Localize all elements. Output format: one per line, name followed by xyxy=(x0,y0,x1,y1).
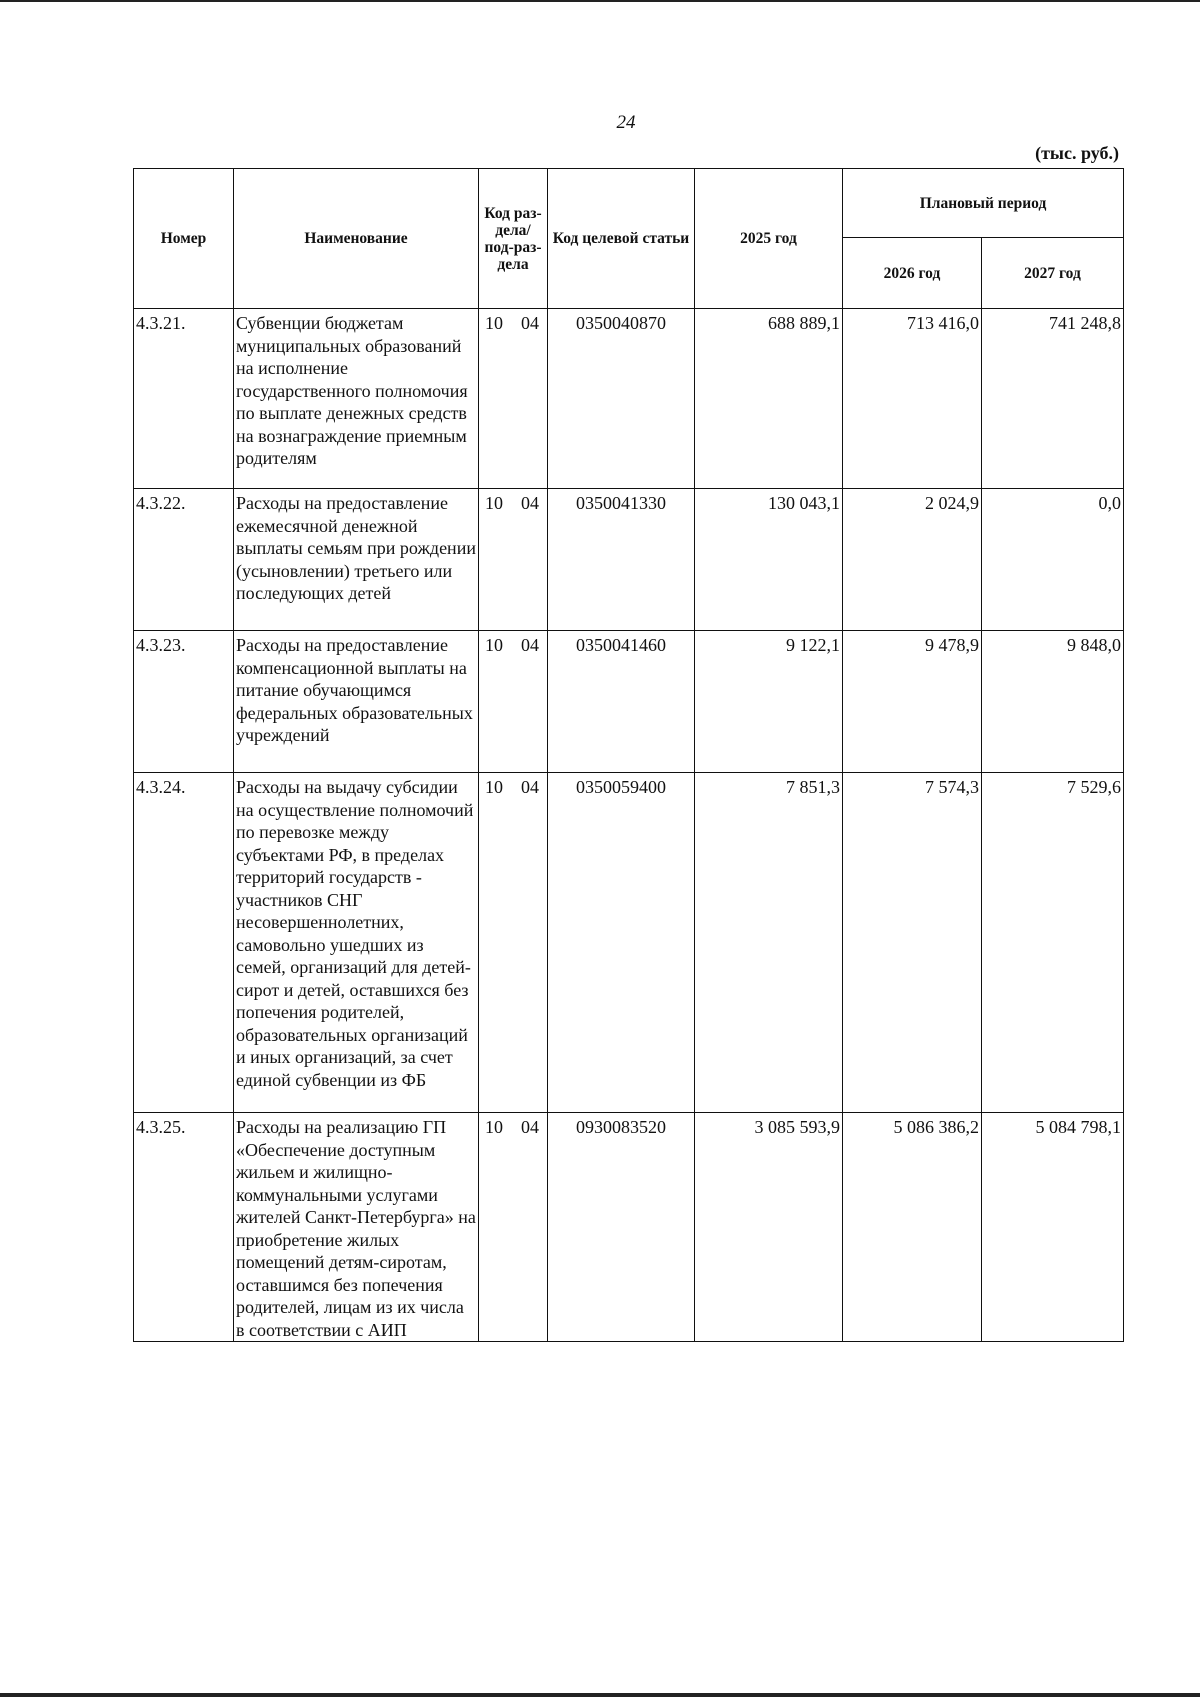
row-value-2025: 9 122,1 xyxy=(695,631,843,773)
row-value-2026: 7 574,3 xyxy=(843,773,982,1113)
row-value-2025: 688 889,1 xyxy=(695,309,843,489)
table-row xyxy=(134,773,1124,1113)
row-value-2026: 2 024,9 xyxy=(843,489,982,631)
scan-edge-top xyxy=(0,0,1200,2)
row-name: Расходы на предоставление компенсационной выплаты на питание обучающимся федеральных образовательных учреждений xyxy=(234,631,479,773)
table-row xyxy=(134,489,1124,631)
header-number: Номер xyxy=(134,169,234,309)
row-value-2027: 0,0 xyxy=(982,489,1124,631)
row-value-2026: 5 086 386,2 xyxy=(843,1113,982,1342)
row-name: Расходы на предоставление ежемесячной денежной выплаты семьям при рождении (усыновлении) третьего или последующих детей xyxy=(234,489,479,631)
row-value-2025: 3 085 593,9 xyxy=(695,1113,843,1342)
row-value-2027: 9 848,0 xyxy=(982,631,1124,773)
row-subsection: 04 xyxy=(521,1117,539,1137)
row-name: Субвенции бюджетам муниципальных образований на исполнение государственного полномочия по выплате денежных средств на вознаграждение приемным родителям xyxy=(234,309,479,489)
page-number: 24 xyxy=(616,112,636,133)
header-year-2026: 2026 год xyxy=(843,238,982,309)
row-target-code: 0350041460 xyxy=(548,631,695,773)
row-section-code xyxy=(479,631,548,773)
row-section: 10 xyxy=(485,313,503,333)
row-number: 4.3.24. xyxy=(134,773,234,1113)
row-target-code: 0350041330 xyxy=(548,489,695,631)
table-row xyxy=(134,309,1124,489)
row-value-2027: 5 084 798,1 xyxy=(982,1113,1124,1342)
row-section-code xyxy=(479,773,548,1113)
row-section: 10 xyxy=(485,1117,503,1137)
row-section-code xyxy=(479,1113,548,1342)
row-section: 10 xyxy=(485,777,503,797)
row-target-code: 0350059400 xyxy=(548,773,695,1113)
scan-edge-bottom xyxy=(0,1693,1200,1697)
budget-table xyxy=(133,168,1124,1342)
row-subsection: 04 xyxy=(521,635,539,655)
header-planned-period: Плановый период xyxy=(843,169,1124,238)
row-section: 10 xyxy=(485,635,503,655)
row-subsection: 04 xyxy=(521,777,539,797)
row-number: 4.3.25. xyxy=(134,1113,234,1342)
header-target-code: Код целевой статьи xyxy=(548,169,695,309)
row-value-2026: 713 416,0 xyxy=(843,309,982,489)
row-name: Расходы на реализацию ГП «Обеспечение доступным жильем и жилищно-коммунальными услугами жителей Санкт-Петербурга» на приобретение жилых помещений детям-сиротам, оставшимся без попечения родителей, лицам из их числа в соответствии с АИП xyxy=(234,1113,479,1342)
row-section-code xyxy=(479,489,548,631)
row-subsection: 04 xyxy=(521,313,539,333)
row-section-code xyxy=(479,309,548,489)
row-value-2025: 7 851,3 xyxy=(695,773,843,1113)
row-value-2025: 130 043,1 xyxy=(695,489,843,631)
table-row xyxy=(134,631,1124,773)
table-row xyxy=(134,1113,1124,1342)
row-section: 10 xyxy=(485,493,503,513)
header-year-2025: 2025 год xyxy=(695,169,843,309)
header-name: Наименование xyxy=(234,169,479,309)
units-label: (тыс. руб.) xyxy=(1035,143,1119,163)
header-year-2027: 2027 год xyxy=(982,238,1124,309)
row-number: 4.3.21. xyxy=(134,309,234,489)
row-value-2027: 741 248,8 xyxy=(982,309,1124,489)
row-value-2026: 9 478,9 xyxy=(843,631,982,773)
row-target-code: 0350040870 xyxy=(548,309,695,489)
row-name: Расходы на выдачу субсидии на осуществление полномочий по перевозке между субъектами РФ, в пределах территорий государств - участников СНГ несовершеннолетних, самовольно ушедших из семей, организаций для детей-сирот и детей, оставшихся без попечения родителей, образовательных организаций и иных организаций, за счет единой субвенции из ФБ xyxy=(234,773,479,1113)
row-target-code: 0930083520 xyxy=(548,1113,695,1342)
row-subsection: 04 xyxy=(521,493,539,513)
header-section-code: Код раз-дела/ под-раз-дела xyxy=(479,169,548,309)
row-number: 4.3.22. xyxy=(134,489,234,631)
row-value-2027: 7 529,6 xyxy=(982,773,1124,1113)
row-number: 4.3.23. xyxy=(134,631,234,773)
table-header-row xyxy=(134,169,1124,238)
